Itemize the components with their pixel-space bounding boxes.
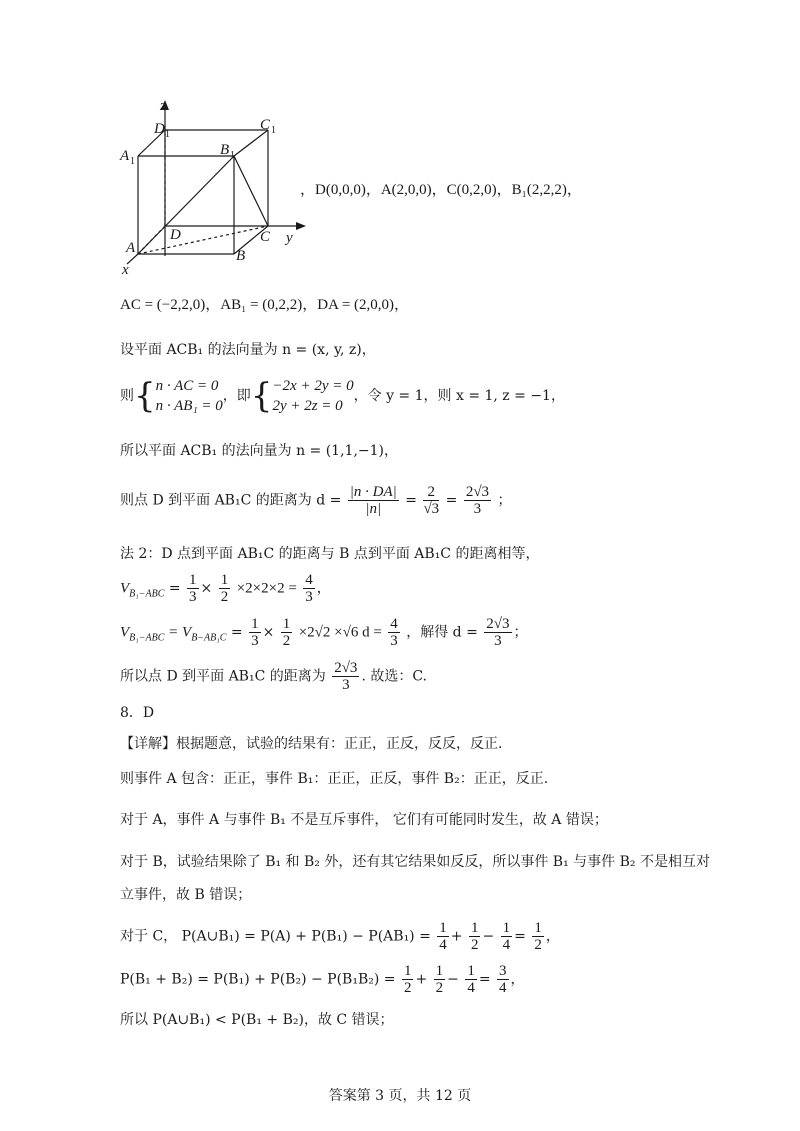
svg-text:1: 1 <box>271 125 276 136</box>
label-x: x <box>122 262 129 276</box>
vectors-line: AC = (−2,2,0)，AB₁ = (0,2,2)，DA = (2,0,0)， <box>120 297 410 313</box>
eq-3: −2x + 2y = 0 <box>272 378 354 394</box>
svg-text:1: 1 <box>130 156 135 167</box>
system-line: 则{n · AC = 0 n · AB₁ = 0，即{−2x + 2y = 0 2y + 2z = 0，令 y = 1，则 x = 1, z = −1， <box>120 376 565 416</box>
svg-text:1: 1 <box>165 129 170 140</box>
method-2-line: 法 2：D 点到平面 AB₁C 的距离与 B 点到平面 AB₁C 的距离相等， <box>120 546 540 562</box>
question-8-detail: 【详解】根据题意，试验的结果有：正正，正反，反反，反正. <box>120 736 503 752</box>
svg-text:1: 1 <box>230 150 235 161</box>
eq-4: 2y + 2z = 0 <box>272 398 343 414</box>
label-A: A <box>126 240 136 256</box>
label-C: C <box>260 229 271 245</box>
label-D1: D <box>154 121 165 137</box>
label-B1: B <box>220 142 230 158</box>
conclusion-line: 所以点 D 到平面 AB₁C 的距离为 $\frac{2√3}{3}$ . 故选：C. <box>120 660 428 693</box>
label-y: y <box>286 230 293 246</box>
label-C1: C <box>260 117 271 133</box>
edge-AC-hidden <box>138 226 268 254</box>
question-8-heading: 8．D <box>120 705 155 721</box>
eq-1: n · AC = 0 <box>155 378 219 394</box>
y-axis-arrow <box>296 222 306 230</box>
page-footer: 答案第 3 页，共 12 页 <box>328 1088 472 1104</box>
label-z: z <box>160 98 166 114</box>
coordinates-line: ，D(0,0,0)，A(2,0,0)，C(0,2,0)，B₁(2,2,2)， <box>300 182 582 198</box>
label-D: D <box>170 227 181 243</box>
volume-line-1: $V_{B_1-ABC}$ = $\frac{1}{3}$ × $\frac{1}{2}$ ×2×2×2 = $\frac{4}{3}$ ， <box>120 572 331 605</box>
question-8-option-c-line-2: P(B₁ + B₂) = P(B₁) + P(B₂) − P(B₁B₂) = $\frac{1}{2}$ + $\frac{1}{2}$ − $\frac{1}{4}$ = $\frac{3}{4}$ ， <box>120 963 525 996</box>
distance-line: 则点 D 到平面 AB₁C 的距离为 d = $\frac{|n \cdot DA|}{|n|}$ = $\frac{2}{√3}$ = $\frac{2√3}{3}$ ； <box>120 484 512 517</box>
question-8-option-b-line-1: 对于 B，试验结果除了 B₁ 和 B₂ 外，还有其它结果如反反，所以事件 B₁ 与事件 B₂ 不是相互对 <box>120 854 710 870</box>
label-A1: A <box>120 148 130 164</box>
label-B: B <box>236 248 246 264</box>
normal-result: 所以平面 ACB₁ 的法向量为 n = (1,1,−1)， <box>120 443 398 459</box>
question-8-events: 则事件 A 包含：正正，事件 B₁：正正，正反，事件 B₂：正正，反正. <box>120 771 549 787</box>
volume-line-2: $V_{B_1-ABC} = V_{B-AB_1C}$ = $\frac{1}{3}$ × $\frac{1}{2}$ ×2√2 ×√6 d = $\frac{4}{3}$ ，解得 d = $\frac{2√3}{3}$ ； <box>120 616 528 649</box>
question-8-option-a: 对于 A，事件 A 与事件 B₁ 不是互斥事件， 它们有可能同时发生，故 A 错误； <box>120 812 608 828</box>
question-8-option-b-line-2: 立事件，故 B 错误； <box>120 887 252 903</box>
cube-figure <box>110 96 310 276</box>
question-8-option-c-line-3: 所以 P(A∪B₁) < P(B₁ + B₂)，故 C 错误； <box>120 1012 394 1028</box>
eq-2: n · AB₁ = 0 <box>155 398 223 414</box>
normal-definition: 设平面 ACB₁ 的法向量为 n = (x, y, z)， <box>120 342 376 358</box>
edge-B1C <box>234 156 268 226</box>
question-8-option-c-line-1: 对于 C， P(A∪B₁) = P(A) + P(B₁) − P(AB₁) = $\frac{1}{4}$ + $\frac{1}{2}$ − $\frac{1}{4}$ = $\frac{1}{2}$ ， <box>120 920 560 953</box>
